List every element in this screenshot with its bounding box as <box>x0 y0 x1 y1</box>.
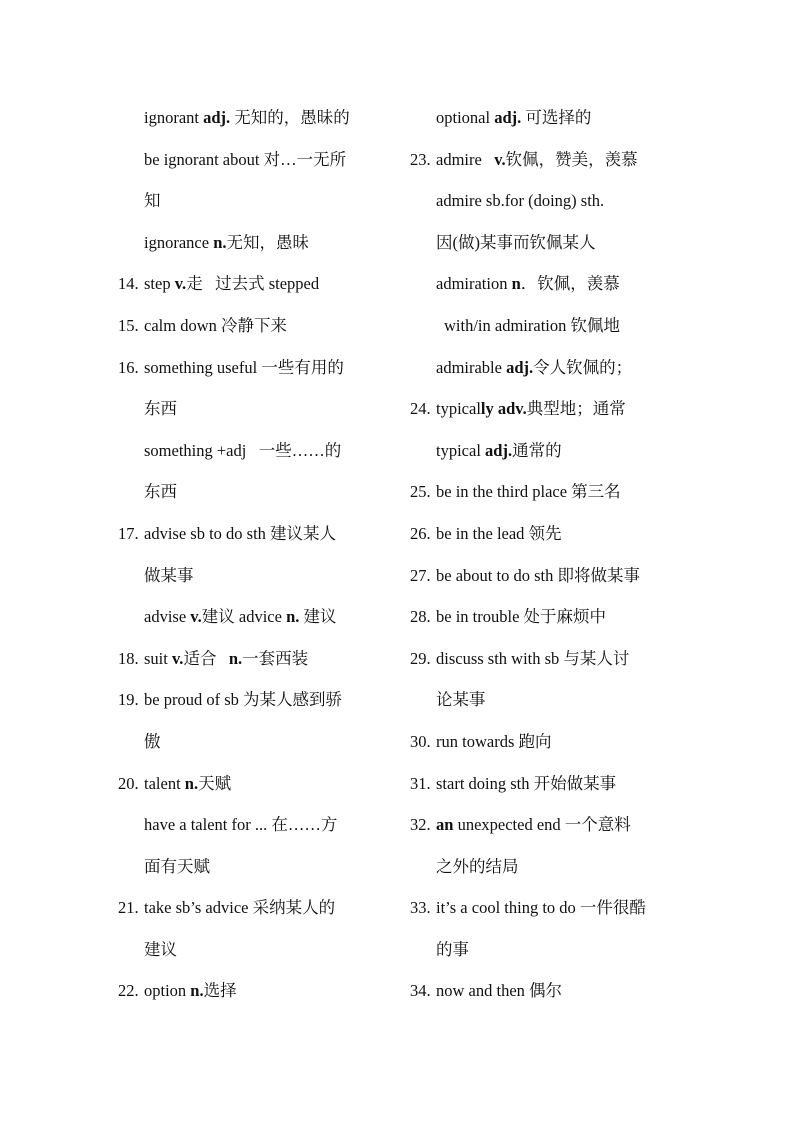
vocab-text: 论某事 <box>436 690 486 710</box>
vocab-text: 因(做)某事而钦佩某人 <box>436 232 596 252</box>
left-column-line <box>118 970 398 1012</box>
item-number: 34. <box>410 981 431 1001</box>
vocab-text: it’s a cool thing to do 一件很酷 <box>436 898 646 918</box>
vocab-text: start doing sth 开始做某事 <box>436 773 617 793</box>
right-column-line <box>410 180 700 222</box>
item-number: 30. <box>410 731 431 751</box>
vocab-text: step v.走 过去式 stepped <box>144 274 320 294</box>
vocab-text: be in the lead 领先 <box>436 523 562 543</box>
vocab-text: suit v.适合 n.一套西装 <box>144 648 309 668</box>
vocab-text: 傲 <box>144 731 161 751</box>
left-column-line <box>118 305 398 347</box>
vocab-text: something useful 一些有用的 <box>144 357 344 377</box>
right-column-line <box>410 471 700 513</box>
left-column-line <box>118 721 398 763</box>
right-column-line <box>410 887 700 929</box>
vocab-text: advise v.建议 advice n. 建议 <box>144 607 337 627</box>
right-column-line <box>410 970 700 1012</box>
vocab-text: 知 <box>144 191 161 211</box>
right-column-line <box>410 763 700 805</box>
left-column-line <box>118 388 398 430</box>
right-column-line <box>410 305 700 347</box>
vocab-text: admirable adj.令人钦佩的； <box>436 357 633 377</box>
left-column-line <box>118 887 398 929</box>
vocab-text: 的事 <box>436 939 469 959</box>
left-column-line <box>118 222 398 264</box>
right-column-line <box>410 513 700 555</box>
vocab-text: optional adj. 可选择的 <box>436 108 592 127</box>
item-number: 16. <box>118 357 139 377</box>
left-column-line <box>118 679 398 721</box>
left-column-line <box>118 513 398 555</box>
vocab-text: admire v.钦佩，赞美，羡慕 <box>436 149 638 169</box>
item-number: 26. <box>410 523 431 543</box>
left-column-line <box>118 139 398 181</box>
left-column-line <box>118 846 398 888</box>
right-column-line <box>410 263 700 305</box>
left-column-line <box>118 471 398 513</box>
item-number: 19. <box>118 690 139 710</box>
right-column-line <box>410 139 700 181</box>
item-number: 15. <box>118 315 139 335</box>
vocab-text: admire sb.for (doing) sth. <box>436 191 605 211</box>
vocab-text: something +adj 一些……的 <box>144 440 342 460</box>
vocab-text: typical adj.通常的 <box>436 440 562 460</box>
item-number: 20. <box>118 773 139 793</box>
right-column-line <box>410 679 700 721</box>
vocab-text: typically adv.典型地；通常 <box>436 399 626 419</box>
vocab-text: be proud of sb 为某人感到骄 <box>144 690 342 710</box>
item-number: 29. <box>410 648 431 668</box>
right-column-line <box>410 222 700 264</box>
vocab-text: with/in admiration 钦佩地 <box>444 315 620 335</box>
right-column-line <box>410 430 700 472</box>
item-number: 25. <box>410 482 431 502</box>
vocab-text: 东西 <box>144 482 177 502</box>
left-column <box>118 97 398 1012</box>
right-column-line <box>410 347 700 389</box>
vocab-text: ignorant adj. 无知的，愚昧的 <box>144 108 350 127</box>
item-number: 23. <box>410 149 431 169</box>
vocab-text: discuss sth with sb 与某人讨 <box>436 648 630 668</box>
right-column-line <box>410 555 700 597</box>
vocab-text: run towards 跑向 <box>436 731 552 751</box>
left-column-line <box>118 555 398 597</box>
item-number: 27. <box>410 565 431 585</box>
item-number: 21. <box>118 898 139 918</box>
vocab-text: 之外的结局 <box>436 856 519 876</box>
vocab-text: admiration n．钦佩，羡慕 <box>436 274 620 294</box>
left-column-line <box>118 180 398 222</box>
item-number: 18. <box>118 648 139 668</box>
left-column-line <box>118 430 398 472</box>
right-column <box>410 97 700 1012</box>
vocab-text: 东西 <box>144 399 177 419</box>
item-number: 32. <box>410 815 431 835</box>
left-column-line <box>118 97 398 139</box>
right-column-line <box>410 721 700 763</box>
left-column-line <box>118 347 398 389</box>
vocab-text: be in the third place 第三名 <box>436 482 621 502</box>
right-column-line <box>410 596 700 638</box>
right-column-line <box>410 846 700 888</box>
item-number: 33. <box>410 898 431 918</box>
left-column-line <box>118 638 398 680</box>
vocab-text: 建议 <box>144 939 177 959</box>
vocab-text: talent n.天赋 <box>144 773 232 793</box>
vocab-text: ignorance n.无知，愚昧 <box>144 232 309 252</box>
right-column-line <box>410 638 700 680</box>
item-number: 24. <box>410 399 431 419</box>
left-column-line <box>118 763 398 805</box>
item-number: 22. <box>118 981 139 1001</box>
item-number: 17. <box>118 523 139 543</box>
vocab-text: advise sb to do sth 建议某人 <box>144 523 337 543</box>
vocab-text: 面有天赋 <box>144 856 210 876</box>
item-number: 28. <box>410 607 431 627</box>
vocab-text: have a talent for ... 在……方 <box>144 815 338 835</box>
left-column-line <box>118 596 398 638</box>
item-number: 31. <box>410 773 431 793</box>
vocab-text: be ignorant about 对…一无所 <box>144 149 347 169</box>
vocab-text: option n.选择 <box>144 981 237 1001</box>
left-column-line <box>118 263 398 305</box>
right-column-line <box>410 804 700 846</box>
right-column-line <box>410 388 700 430</box>
right-column-line <box>410 97 700 139</box>
vocab-text: now and then 偶尔 <box>436 981 563 1001</box>
vocab-text: take sb’s advice 采纳某人的 <box>144 898 336 918</box>
left-column-line <box>118 804 398 846</box>
vocab-text: be in trouble 处于麻烦中 <box>436 607 607 627</box>
vocab-text: an unexpected end 一个意料 <box>436 815 631 835</box>
right-column-line <box>410 929 700 971</box>
left-column-line <box>118 929 398 971</box>
vocab-text: 做某事 <box>144 565 194 585</box>
vocab-text: calm down 冷静下来 <box>144 315 287 335</box>
vocab-text: be about to do sth 即将做某事 <box>436 565 640 585</box>
item-number: 14. <box>118 274 139 294</box>
